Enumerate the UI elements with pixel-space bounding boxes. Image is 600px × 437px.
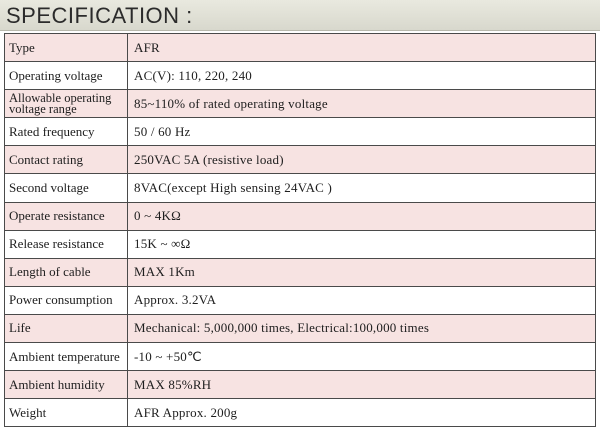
spec-label: Operating voltage	[5, 62, 128, 90]
spec-label: Ambient humidity	[5, 371, 128, 399]
table-row	[5, 230, 596, 258]
table-row	[5, 258, 596, 286]
spec-label: Release resistance	[5, 230, 128, 258]
spec-value: 50 / 60 Hz	[128, 118, 596, 146]
spec-label: Ambient temperature	[5, 343, 128, 371]
spec-value: 8VAC(except High sensing 24VAC )	[128, 174, 596, 202]
spec-label: Allowable operating voltage range	[5, 90, 128, 118]
table-row	[5, 118, 596, 146]
spec-label: Life	[5, 314, 128, 342]
spec-label: Weight	[5, 399, 128, 427]
spec-label: Length of cable	[5, 258, 128, 286]
spec-value: MAX 1Km	[128, 258, 596, 286]
spec-value: 15K ~ ∞Ω	[128, 230, 596, 258]
spec-label: Operate resistance	[5, 202, 128, 230]
table-row	[5, 399, 596, 427]
spec-label: Second voltage	[5, 174, 128, 202]
spec-value: Mechanical: 5,000,000 times, Electrical:100,000 times	[128, 314, 596, 342]
page-title: SPECIFICATION :	[6, 3, 193, 28]
spec-value: 85~110% of rated operating voltage	[128, 90, 596, 118]
spec-value: MAX 85%RH	[128, 371, 596, 399]
table-row	[5, 90, 596, 118]
spec-value: 0 ~ 4KΩ	[128, 202, 596, 230]
table-row	[5, 174, 596, 202]
table-row	[5, 286, 596, 314]
table-row	[5, 343, 596, 371]
spec-value: 250VAC 5A (resistive load)	[128, 146, 596, 174]
spec-label: Type	[5, 34, 128, 62]
table-row	[5, 371, 596, 399]
spec-label: Rated frequency	[5, 118, 128, 146]
table-row	[5, 146, 596, 174]
spec-header	[0, 0, 600, 31]
spec-value: AFR Approx. 200g	[128, 399, 596, 427]
table-row	[5, 62, 596, 90]
table-row	[5, 202, 596, 230]
table-row	[5, 314, 596, 342]
table-row	[5, 34, 596, 62]
spec-table	[4, 33, 596, 427]
spec-label: Contact rating	[5, 146, 128, 174]
spec-value: AFR	[128, 34, 596, 62]
spec-label: Power consumption	[5, 286, 128, 314]
spec-value: AC(V): 110, 220, 240	[128, 62, 596, 90]
spec-value: -10 ~ +50℃	[128, 343, 596, 371]
spec-value: Approx. 3.2VA	[128, 286, 596, 314]
